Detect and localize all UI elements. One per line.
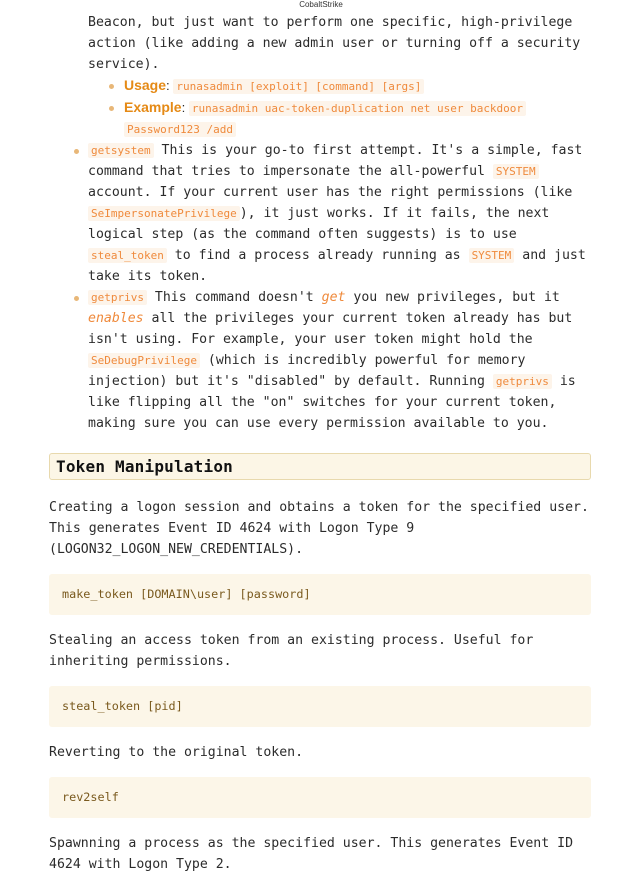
emphasis-enables: enables [88,311,144,326]
runasadmin-description: Beacon, but just want to perform one specific, high-privilege action (like adding a new admin user or turning off a security service). [88,15,581,72]
rev2self-description: Reverting to the original token. [49,745,304,760]
example-code-continued: Password123 /add [124,122,236,137]
steal-token-description: Stealing an access token from an existing process. Useful for inheriting permissions. [49,633,534,669]
make-token-description: Creating a logon session and obtains a token for the specified user. This generates Event ID 4624 with Logon Type 9 (LOGON32_LOGON_NEW_CREDENTIALS). [49,500,589,557]
system-code: SYSTEM [469,248,515,263]
impersonate-privilege-code: SeImpersonatePrivilege [88,206,240,221]
steal-token-code: steal_token [88,248,167,263]
usage-label: Usage [124,77,167,93]
getprivs-code: getprivs [88,290,147,305]
runasadmin-sub-list [49,75,591,140]
getprivs-inline-code: getprivs [493,374,552,389]
usage-item: Usage: runasadmin [exploit] [command] [args] [109,75,591,97]
getsystem-code: getsystem [88,143,154,158]
getprivs-item: getprivs This command doesn't get you new privileges, but it enables all the privileges your current token already has but isn't using. For example, your user token might hold the SeDebugPrivilege (which is incredibly powerful for memory injection) but it's "disabled" by default. Running getprivs is like flipping all the "on" switches for your current token, making sure you can use every permission available to you. [88,287,591,434]
spawnas-description: Spawnning a process as the specified user. This generates Event ID 4624 with Logon Type 2. [49,836,574,872]
system-code: SYSTEM [493,164,539,179]
command-list [49,140,591,434]
example-label: Example [124,99,182,115]
usage-code: runasadmin [exploit] [command] [args] [173,79,424,94]
rev2self-code-block[interactable]: rev2self [49,777,591,818]
page-header-title: CobaltStrike [299,0,343,9]
page-header [0,0,642,12]
make-token-code-block[interactable]: make_token [DOMAIN\user] [password] [49,574,591,615]
document-content [49,12,591,889]
example-code: runasadmin uac-token-duplication net user backdoor [189,101,526,116]
example-item: Example: runasadmin uac-token-duplication net user backdoor Password123 /add [109,97,591,140]
getsystem-item: getsystem This is your go-to first attempt. It's a simple, fast command that tries to impersonate the all-powerful SYSTEM account. If your current user has the right permissions (like SeImpersonatePrivilege ), it just works. If it fails, the next logical step (as the command often suggests) is to use steal_token to find a process already running as SYSTEM and just take its token. [88,140,591,287]
debug-privilege-code: SeDebugPrivilege [88,353,200,368]
steal-token-code-block[interactable]: steal_token [pid] [49,686,591,727]
emphasis-get: get [321,290,346,305]
section-heading: Token Manipulation [49,453,591,480]
